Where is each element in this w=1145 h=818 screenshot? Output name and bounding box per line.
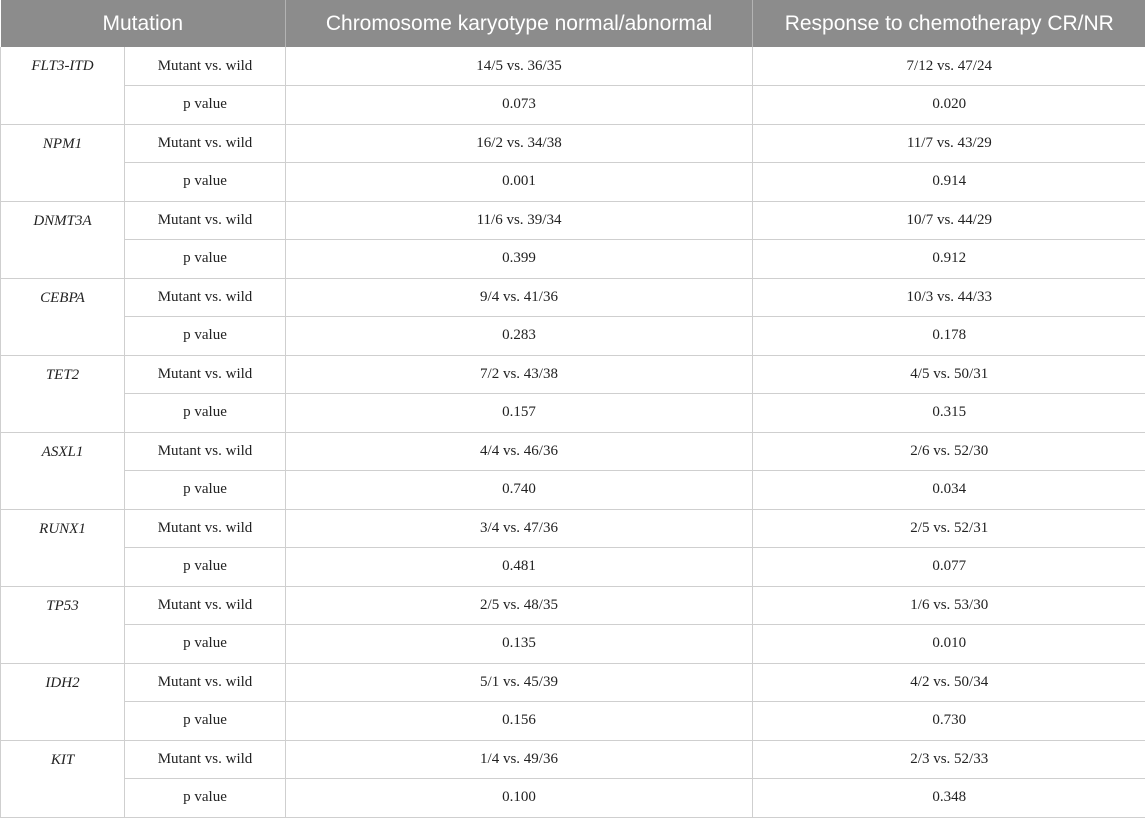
response-pvalue: 0.020 [753, 86, 1145, 125]
karyotype-pvalue: 0.001 [286, 163, 753, 202]
pvalue-label: p value [125, 163, 286, 202]
karyotype-pvalue: 0.135 [286, 625, 753, 664]
karyotype-value: 9/4 vs. 41/36 [286, 278, 753, 317]
karyotype-value: 16/2 vs. 34/38 [286, 124, 753, 163]
response-pvalue: 0.034 [753, 471, 1145, 510]
comparison-label: Mutant vs. wild [125, 201, 286, 240]
gene-name: ASXL1 [1, 432, 125, 509]
header-karyotype: Chromosome karyotype normal/abnormal [286, 0, 753, 47]
comparison-label: Mutant vs. wild [125, 740, 286, 779]
response-value: 7/12 vs. 47/24 [753, 47, 1145, 86]
comparison-label: Mutant vs. wild [125, 47, 286, 86]
gene-name: TP53 [1, 586, 125, 663]
pvalue-label: p value [125, 702, 286, 741]
karyotype-value: 3/4 vs. 47/36 [286, 509, 753, 548]
pvalue-label: p value [125, 317, 286, 356]
table-row [1, 625, 1145, 664]
response-pvalue: 0.348 [753, 779, 1145, 818]
karyotype-pvalue: 0.100 [286, 779, 753, 818]
karyotype-value: 14/5 vs. 36/35 [286, 47, 753, 86]
table-row [1, 278, 1145, 317]
header-response: Response to chemotherapy CR/NR [753, 0, 1145, 47]
karyotype-pvalue: 0.156 [286, 702, 753, 741]
response-value: 4/2 vs. 50/34 [753, 663, 1145, 702]
table-row [1, 471, 1145, 510]
table-body [1, 47, 1145, 817]
table-row [1, 702, 1145, 741]
table-row [1, 163, 1145, 202]
gene-name: FLT3-ITD [1, 47, 125, 124]
comparison-label: Mutant vs. wild [125, 124, 286, 163]
pvalue-label: p value [125, 240, 286, 279]
response-value: 4/5 vs. 50/31 [753, 355, 1145, 394]
response-pvalue: 0.178 [753, 317, 1145, 356]
response-pvalue: 0.077 [753, 548, 1145, 587]
table-row [1, 394, 1145, 433]
pvalue-label: p value [125, 471, 286, 510]
response-value: 10/3 vs. 44/33 [753, 278, 1145, 317]
table-row [1, 124, 1145, 163]
gene-name: IDH2 [1, 663, 125, 740]
table-row [1, 432, 1145, 471]
table-row [1, 740, 1145, 779]
response-pvalue: 0.315 [753, 394, 1145, 433]
pvalue-label: p value [125, 625, 286, 664]
karyotype-value: 1/4 vs. 49/36 [286, 740, 753, 779]
table-row [1, 586, 1145, 625]
karyotype-value: 7/2 vs. 43/38 [286, 355, 753, 394]
karyotype-value: 2/5 vs. 48/35 [286, 586, 753, 625]
response-value: 2/5 vs. 52/31 [753, 509, 1145, 548]
gene-name: KIT [1, 740, 125, 817]
table-row [1, 509, 1145, 548]
header-mutation: Mutation [102, 11, 184, 35]
pvalue-label: p value [125, 394, 286, 433]
response-value: 11/7 vs. 43/29 [753, 124, 1145, 163]
table-row [1, 47, 1145, 86]
comparison-label: Mutant vs. wild [125, 432, 286, 471]
response-pvalue: 0.010 [753, 625, 1145, 664]
comparison-label: Mutant vs. wild [125, 663, 286, 702]
comparison-label: Mutant vs. wild [125, 278, 286, 317]
karyotype-value: 11/6 vs. 39/34 [286, 201, 753, 240]
karyotype-pvalue: 0.073 [286, 86, 753, 125]
table-row [1, 663, 1145, 702]
comparison-label: Mutant vs. wild [125, 509, 286, 548]
response-value: 1/6 vs. 53/30 [753, 586, 1145, 625]
karyotype-pvalue: 0.157 [286, 394, 753, 433]
comparison-label: Mutant vs. wild [125, 355, 286, 394]
table-row [1, 240, 1145, 279]
comparison-label: Mutant vs. wild [125, 586, 286, 625]
header-row [1, 0, 1145, 47]
table-row [1, 548, 1145, 587]
gene-name: TET2 [1, 355, 125, 432]
karyotype-pvalue: 0.740 [286, 471, 753, 510]
response-pvalue: 0.914 [753, 163, 1145, 202]
response-pvalue: 0.730 [753, 702, 1145, 741]
table-row [1, 317, 1145, 356]
table-row [1, 201, 1145, 240]
response-pvalue: 0.912 [753, 240, 1145, 279]
pvalue-label: p value [125, 548, 286, 587]
gene-name: RUNX1 [1, 509, 125, 586]
response-value: 2/6 vs. 52/30 [753, 432, 1145, 471]
pvalue-label: p value [125, 779, 286, 818]
response-value: 10/7 vs. 44/29 [753, 201, 1145, 240]
gene-name: CEBPA [1, 278, 125, 355]
karyotype-pvalue: 0.283 [286, 317, 753, 356]
karyotype-value: 5/1 vs. 45/39 [286, 663, 753, 702]
gene-name: NPM1 [1, 124, 125, 201]
response-value: 2/3 vs. 52/33 [753, 740, 1145, 779]
gene-name: DNMT3A [1, 201, 125, 278]
table-row [1, 86, 1145, 125]
table-row [1, 355, 1145, 394]
karyotype-pvalue: 0.481 [286, 548, 753, 587]
pvalue-label: p value [125, 86, 286, 125]
karyotype-pvalue: 0.399 [286, 240, 753, 279]
karyotype-value: 4/4 vs. 46/36 [286, 432, 753, 471]
table-row [1, 779, 1145, 818]
